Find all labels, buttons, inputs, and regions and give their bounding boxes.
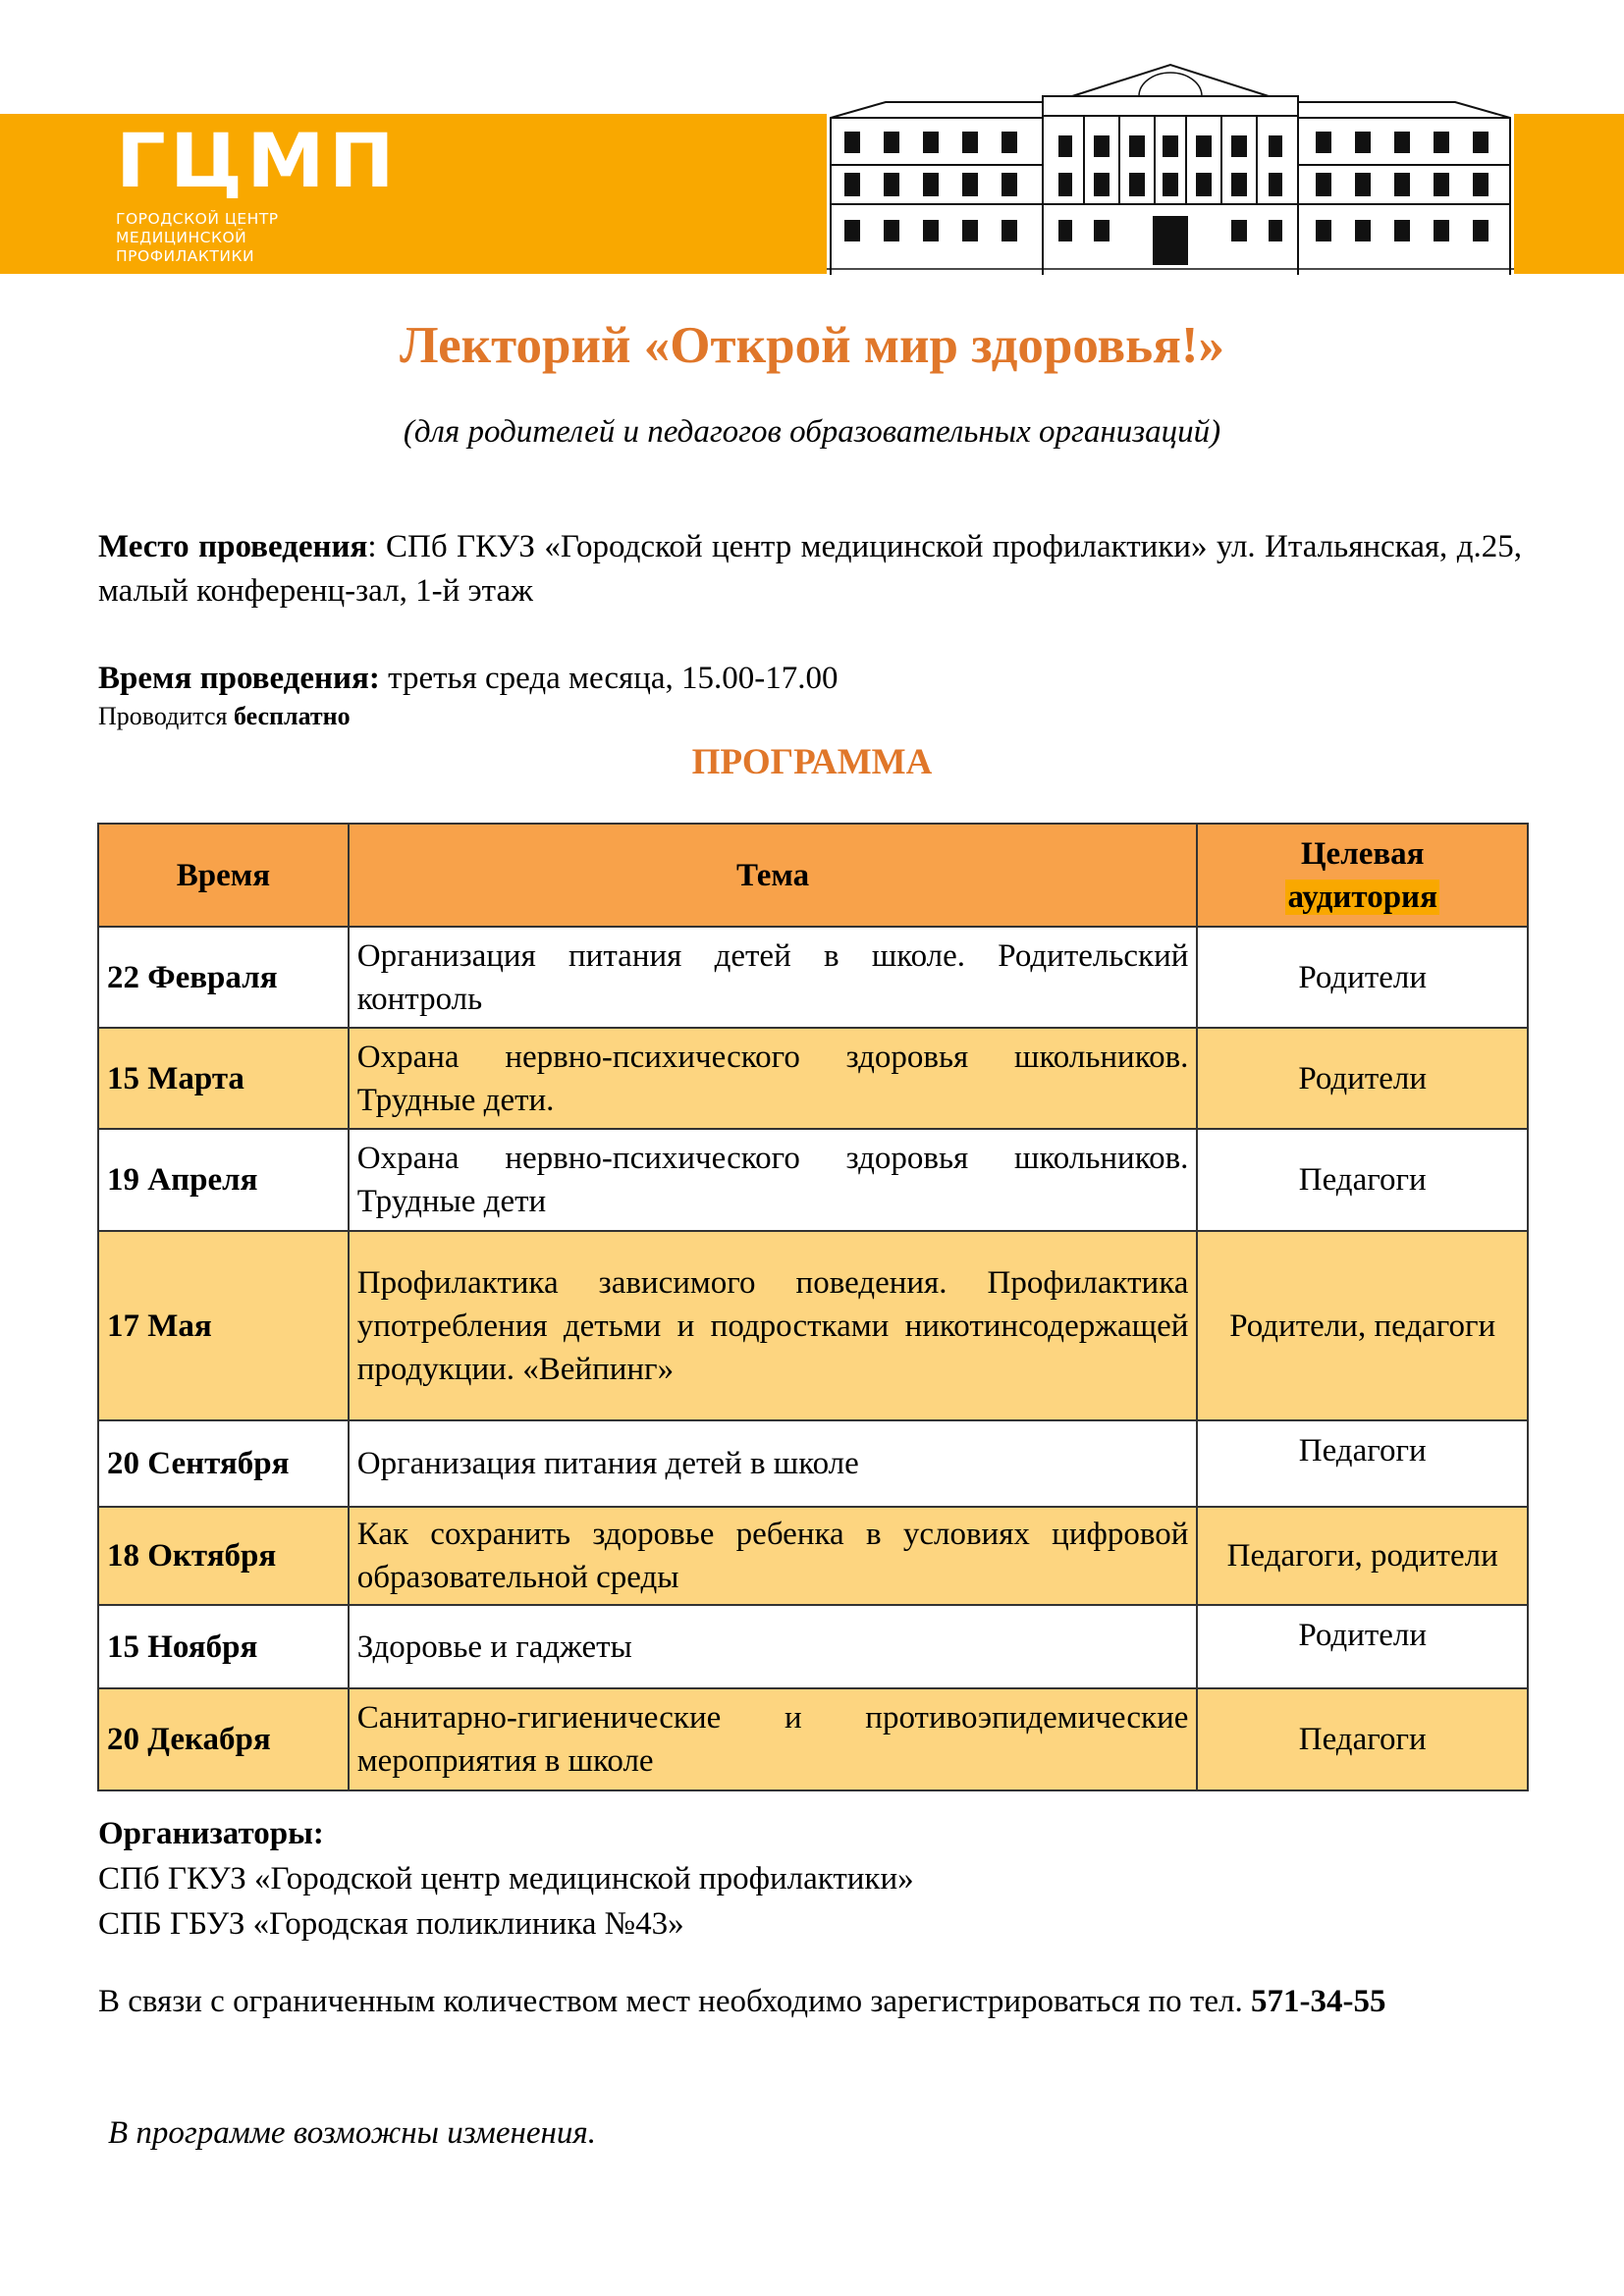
time-text: третья среда месяца, 15.00-17.00 [379,661,839,696]
row-audience: Родители [1197,927,1528,1028]
time-label: Время проведения: [98,661,380,696]
row-date: 20 Декабря [98,1688,349,1790]
building-illustration-icon [827,57,1514,275]
row-topic: Охрана нервно-психического здоровья школьников. Трудные дети. [349,1028,1198,1129]
row-topic: Как сохранить здоровье ребенка в условиях цифровой образовательной среды [349,1507,1198,1605]
header-audience-line1: Целевая [1300,835,1425,872]
row-audience: Родители [1197,1028,1528,1129]
page-subtitle: (для родителей и педагогов образовательных организаций) [403,414,1221,450]
time-paragraph [98,659,839,698]
row-date: 15 Ноября [98,1605,349,1688]
header-date: Время [98,824,349,927]
free-bold: бесплатно [233,702,351,730]
logo [116,117,399,266]
table-row [98,1129,1528,1231]
venue-text: : СПб ГКУЗ «Городской центр медицинской профилактики» ул. Итальянская, д.25, малый конференц-зал, 1-й этаж [98,529,1522,609]
header-audience-line2: аудитория [1287,879,1437,915]
changes-note: В программе возможны изменения. [108,2115,596,2151]
row-topic: Профилактика зависимого поведения. Профилактика употребления детьми и подростками никотинсодержащей продукции. «Вейпинг» [349,1231,1198,1420]
logo-wordmark: ГЦМП [116,117,399,204]
free-admission-line [98,701,351,732]
organizer-1: СПб ГКУЗ «Городской центр медицинской профилактики» [98,1861,914,1896]
row-audience: Педагоги [1197,1688,1528,1790]
organizers-block [98,1811,914,1947]
row-date: 20 Сентября [98,1420,349,1507]
page-title: Лекторий «Открой мир здоровья!» [399,317,1225,374]
row-date: 18 Октября [98,1507,349,1605]
table-row [98,927,1528,1028]
row-date: 17 Мая [98,1231,349,1420]
program-heading: ПРОГРАММА [691,742,933,782]
registration-phone: 571-34-55 [1250,1984,1386,2019]
table-row [98,1231,1528,1420]
registration-paragraph [98,1979,1522,2024]
table-row [98,1507,1528,1605]
venue-paragraph [98,525,1522,614]
free-prefix: Проводится [98,702,234,730]
header-audience [1197,824,1528,927]
row-topic: Здоровье и гаджеты [349,1605,1198,1688]
schedule-table [97,823,1529,1791]
row-audience: Педагоги [1197,1420,1528,1507]
row-topic: Охрана нервно-психического здоровья школьников. Трудные дети [349,1129,1198,1231]
table-row [98,1688,1528,1790]
row-audience: Педагоги, родители [1197,1507,1528,1605]
row-audience: Родители [1197,1605,1528,1688]
row-date: 22 Февраля [98,927,349,1028]
row-topic: Организация питания детей в школе [349,1420,1198,1507]
row-audience: Педагоги [1197,1129,1528,1231]
table-row [98,1028,1528,1129]
table-row [98,1605,1528,1688]
table-row [98,1420,1528,1507]
header-topic: Тема [349,824,1198,927]
row-date: 19 Апреля [98,1129,349,1231]
logo-subtitle: ГОРОДСКОЙ ЦЕНТР МЕДИЦИНСКОЙ ПРОФИЛАКТИКИ [116,210,279,265]
registration-text: В связи с ограниченным количеством мест необходимо зарегистрироваться по тел. [98,1984,1251,2019]
venue-label: Место проведения [98,529,368,564]
row-topic: Санитарно-гигиенические и противоэпидемические мероприятия в школе [349,1688,1198,1790]
row-audience: Родители, педагоги [1197,1231,1528,1420]
table-header-row [98,824,1528,927]
organizers-label: Организаторы: [98,1816,324,1851]
row-date: 15 Марта [98,1028,349,1129]
row-topic: Организация питания детей в школе. Родительский контроль [349,927,1198,1028]
organizer-2: СПБ ГБУЗ «Городская поликлиника №43» [98,1906,684,1942]
